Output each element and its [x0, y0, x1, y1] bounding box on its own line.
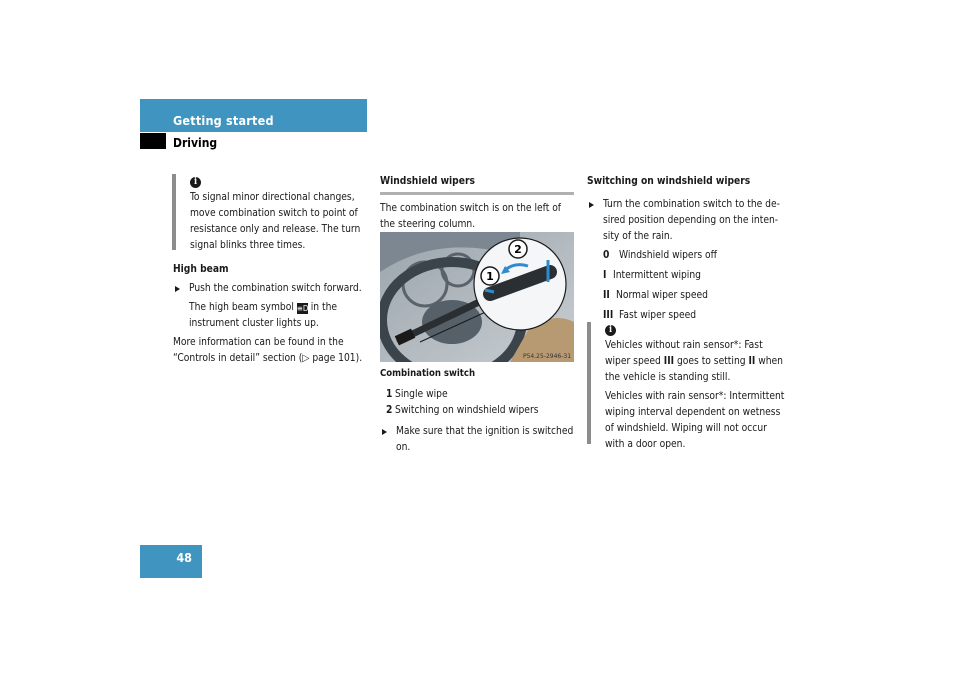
wiper-position — [587, 248, 781, 264]
note-text-2: Vehicles with rain sensor*: Intermittent wiping interval dependent on wetness of windshield. Wiping will not occur with a door open. — [605, 391, 785, 450]
legend-number: 1 — [386, 389, 393, 400]
high-beam-icon: ≡D — [296, 304, 309, 313]
position-label: III — [603, 310, 614, 321]
legend-number: 2 — [386, 405, 393, 416]
legend-text: Switching on windshield wipers — [395, 405, 539, 416]
note1-c: goes to setting — [674, 356, 749, 367]
figure-caption: Combination switch — [380, 368, 476, 379]
figure-code: P54.25-2946-31 — [523, 353, 572, 360]
high-beam-section — [173, 262, 368, 367]
note1-d: II — [748, 356, 756, 367]
position-text: Normal wiper speed — [616, 290, 708, 301]
legend-item — [380, 387, 574, 403]
wiper-position — [587, 288, 781, 304]
wipers-intro: The combination switch is on the left of the steering column. — [380, 203, 562, 230]
high-beam-result-b: in the instrument cluster lights up. — [189, 302, 338, 329]
combination-switch-figure — [380, 232, 574, 362]
wipers-section — [380, 174, 574, 233]
position-label: I — [603, 270, 607, 281]
subsection-title: Driving — [173, 136, 218, 150]
wiper-position — [587, 268, 781, 284]
section-title: Getting started — [173, 113, 274, 128]
figure-callout-1: 1 — [486, 270, 494, 283]
legend-item — [380, 403, 574, 419]
ignition-step: Make sure that the ignition is switched on. — [380, 424, 574, 456]
page-number-box — [140, 545, 202, 578]
switching-on-step: Turn the combination switch to the de-sired position depending on the inten-sity of the rain. — [587, 197, 781, 245]
more-info-b: page 101). — [309, 353, 363, 364]
position-label: 0 — [603, 250, 610, 261]
subsection-marker — [140, 133, 166, 149]
combination-switch-illustration — [380, 232, 574, 362]
info-icon: i — [605, 325, 616, 336]
high-beam-result-a: The high beam symbol — [189, 302, 294, 313]
note-text: To signal minor directional changes, move combination switch to point of resistance only and release. The turn signal blinks three times. — [190, 192, 361, 251]
position-text: Windshield wipers off — [619, 250, 717, 261]
note1-e: when the vehicle is standing still. — [605, 356, 783, 383]
position-text: Fast wiper speed — [619, 310, 697, 321]
high-beam-step: Push the combination switch forward. — [173, 281, 368, 297]
info-note-rain-sensor — [587, 322, 785, 450]
more-info-a: More information can be found in the “Controls in detail” section ( — [173, 337, 344, 364]
info-note-turn-signal — [172, 174, 368, 250]
page-ref-arrow-icon: ▷ — [302, 353, 310, 364]
figure-callout-2: 2 — [514, 243, 522, 256]
switching-on-heading: Switching on windshield wipers — [587, 176, 751, 187]
page-number: 48 — [176, 550, 192, 565]
note-text-1 — [605, 338, 785, 386]
note1-b: III — [663, 356, 675, 367]
position-text: Intermittent wiping — [613, 270, 701, 281]
high-beam-result — [173, 300, 368, 332]
info-icon: i — [190, 177, 201, 188]
more-info — [173, 335, 368, 367]
wipers-legend-section — [380, 366, 574, 456]
position-label: II — [603, 290, 610, 301]
wipers-heading: Windshield wipers — [380, 174, 574, 195]
note1-a: Vehicles without rain sensor*: Fast wiper speed — [605, 340, 763, 367]
high-beam-heading: High beam — [173, 264, 229, 275]
legend-text: Single wipe — [395, 389, 448, 400]
switching-on-section — [587, 174, 781, 324]
